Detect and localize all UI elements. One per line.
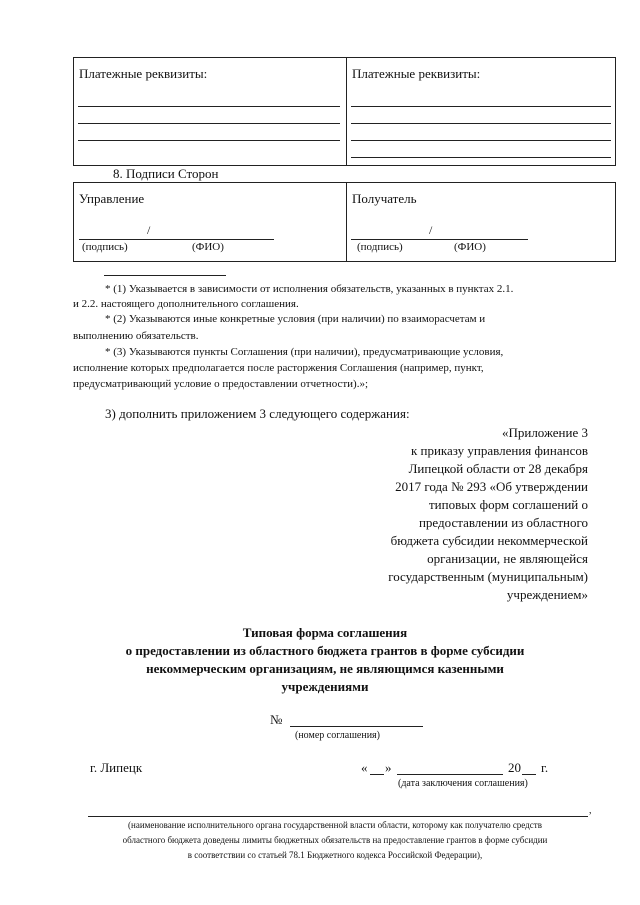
table-divider xyxy=(346,183,347,261)
authority-caption-line: областного бюджета доведены лимиты бюджетных обязательств на предоставление грантов в форме субсидии xyxy=(122,835,548,845)
payment-line-left xyxy=(78,140,340,141)
form-title xyxy=(60,624,590,696)
signature-line-left xyxy=(79,239,274,240)
month-line xyxy=(397,774,503,775)
authority-caption xyxy=(70,818,600,863)
footnote-1-cont: и 2.2. настоящего дополнительного соглашения. xyxy=(73,298,299,310)
city-name: г. Липецк xyxy=(90,760,143,775)
day-line xyxy=(370,774,384,775)
number-sign: № xyxy=(270,712,283,727)
payment-line-right xyxy=(351,140,611,141)
authority-comma: , xyxy=(589,805,592,816)
year-suffix: г. xyxy=(541,760,549,775)
party-right-name: Получатель xyxy=(352,191,417,206)
form-title-line: учреждениями xyxy=(281,679,369,694)
footnote-3-cont: исполнение которых предполагается после расторжения Соглашения (например, пункт, xyxy=(73,362,484,374)
slash-right: / xyxy=(429,223,433,237)
payment-requisites-table xyxy=(73,57,616,166)
signature-line-right xyxy=(351,239,528,240)
authority-line xyxy=(88,816,588,817)
number-caption: (номер соглашения) xyxy=(295,730,380,741)
party-left-name: Управление xyxy=(79,191,145,206)
table-divider xyxy=(346,58,347,165)
appendix-line: бюджета субсидии некоммерческой xyxy=(390,533,588,548)
footnote-separator xyxy=(104,275,226,276)
section-8-heading: 8. Подписи Сторон xyxy=(113,166,219,181)
appendix-line: 2017 года № 293 «Об утверждении xyxy=(395,479,588,494)
slash-left: / xyxy=(147,223,151,237)
footnote-1 xyxy=(105,281,591,298)
payment-line-left xyxy=(78,123,340,124)
item-3-text: 3) дополнить приложением 3 следующего содержания: xyxy=(105,406,410,421)
payment-label-right: Платежные реквизиты: xyxy=(352,66,481,81)
appendix-line: государственным (муниципальным) xyxy=(388,569,588,584)
number-line xyxy=(290,726,423,727)
footnote-3-cont: предусматривающий условие о предоставлении отчетности).»; xyxy=(73,378,369,390)
footnote-1-line: * (1) Указывается в зависимости от исполнения обязательств, указанных в пунктах 2.1. xyxy=(105,283,514,295)
authority-caption-line: в соответствии со статьей 78.1 Бюджетного кодекса Российской Федерации), xyxy=(187,850,483,860)
payment-line-left xyxy=(78,106,340,107)
fio-caption-right: (ФИО) xyxy=(454,241,486,253)
sign-caption-right: (подпись) xyxy=(357,241,403,253)
date-close-quote: » xyxy=(385,760,392,775)
year-line xyxy=(522,774,536,775)
signatures-table xyxy=(73,182,616,262)
appendix-line: организации, не являющейся xyxy=(427,551,588,566)
footnote-3: * (3) Указываются пункты Соглашения (при наличии), предусматривающие условия, xyxy=(105,346,504,358)
footnote-2: * (2) Указываются иные конкретные условия (при наличии) по взаиморасчетам и xyxy=(105,313,486,325)
payment-line-right xyxy=(351,123,611,124)
payment-line-right xyxy=(351,106,611,107)
form-title-line: Типовая форма соглашения xyxy=(242,625,408,640)
payment-line-right xyxy=(351,157,611,158)
year-prefix: 20 xyxy=(508,760,521,775)
payment-label-left: Платежные реквизиты: xyxy=(79,66,208,81)
date-open-quote: « xyxy=(361,760,368,775)
appendix-line: к приказу управления финансов xyxy=(410,443,588,458)
form-title-line: некоммерческим организациям, не являющимся казенными xyxy=(146,661,504,676)
authority-caption-line: (наименование исполнительного органа государственной власти области, которому как получателю средств xyxy=(128,820,542,830)
sign-caption-left: (подпись) xyxy=(82,241,128,253)
appendix-line: «Приложение 3 xyxy=(501,425,588,440)
footnote-2-cont: выполнению обязательств. xyxy=(73,330,199,342)
appendix-line: типовых форм соглашений о xyxy=(428,497,588,512)
form-title-line: о предоставлении из областного бюджета грантов в форме субсидии xyxy=(125,643,525,658)
date-caption: (дата заключения соглашения) xyxy=(398,778,528,789)
appendix-line: учреждением» xyxy=(506,587,588,602)
appendix-line: предоставлении из областного xyxy=(418,515,588,530)
fio-caption-left: (ФИО) xyxy=(192,241,224,253)
appendix-header xyxy=(300,424,588,604)
appendix-line: Липецкой области от 28 декабря xyxy=(408,461,588,476)
